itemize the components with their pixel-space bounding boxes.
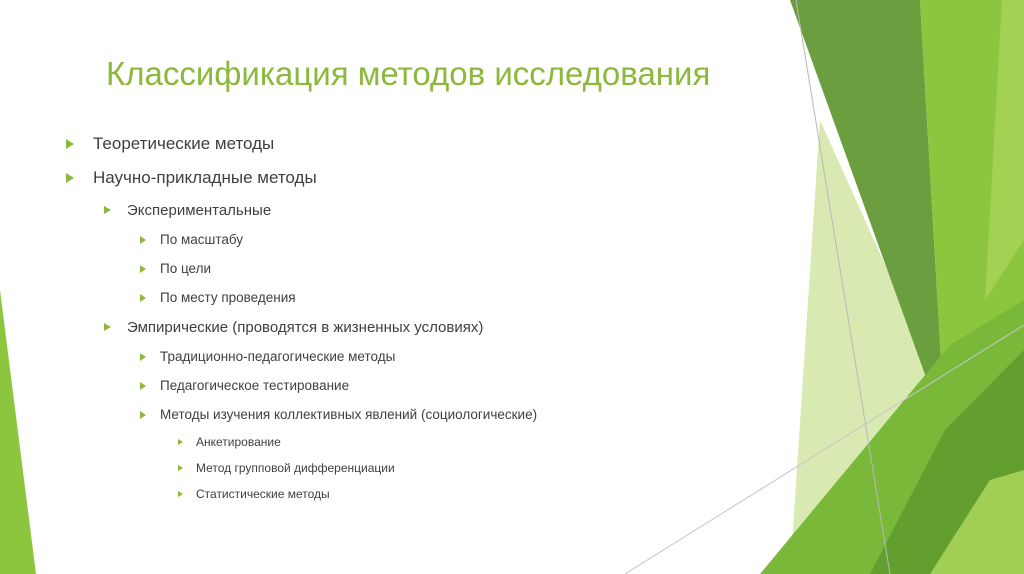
triangle-right-icon [140,236,146,244]
bullet-item-level-3 [140,259,211,278]
triangle-right-icon [140,294,146,302]
bullet-item-level-2 [104,200,271,220]
bullet-text: Экспериментальные [127,201,272,219]
triangle-right-icon [140,382,146,390]
bullet-item-level-1 [66,167,317,189]
bullet-item-level-4 [178,433,281,450]
bullet-text: Методы изучения коллективных явлений (социологические) [160,407,538,422]
bullet-text: Статистические методы [196,486,330,501]
triangle-right-icon [178,465,183,471]
triangle-right-icon [140,265,146,273]
page-title: Классификация методов исследования [106,55,711,92]
bullet-text: Теоретические методы [93,134,275,153]
bullet-item-level-4 [178,485,330,502]
triangle-right-icon [178,491,183,497]
triangle-right-icon [140,411,146,419]
bullet-item-level-3 [140,405,537,424]
bullet-item-level-3 [140,288,296,307]
bullet-text: По месту проведения [160,290,296,305]
bullet-text: Педагогическое тестирование [160,378,350,393]
triangle-right-icon [178,439,183,445]
bullet-item-level-3 [140,376,349,395]
bullet-text: По цели [160,261,212,276]
triangle-right-icon [66,139,74,149]
triangle-right-icon [140,353,146,361]
bullet-item-level-4 [178,459,395,476]
bullet-item-level-3 [140,230,243,249]
bullet-item-level-1 [66,133,274,155]
triangle-right-icon [66,173,74,183]
bullet-item-level-2 [104,317,483,337]
triangle-right-icon [104,323,111,331]
bullet-text: Научно-прикладные методы [93,168,317,187]
bullet-text: По масштабу [160,232,244,247]
bullet-item-level-3 [140,347,395,366]
bullet-text: Традиционно-педагогические методы [160,349,396,364]
bullet-text: Метод групповой дифференциации [196,460,395,475]
triangle-right-icon [104,206,111,214]
bullet-text: Эмпирические (проводятся в жизненных условиях) [127,318,484,336]
bullet-text: Анкетирование [196,434,281,449]
